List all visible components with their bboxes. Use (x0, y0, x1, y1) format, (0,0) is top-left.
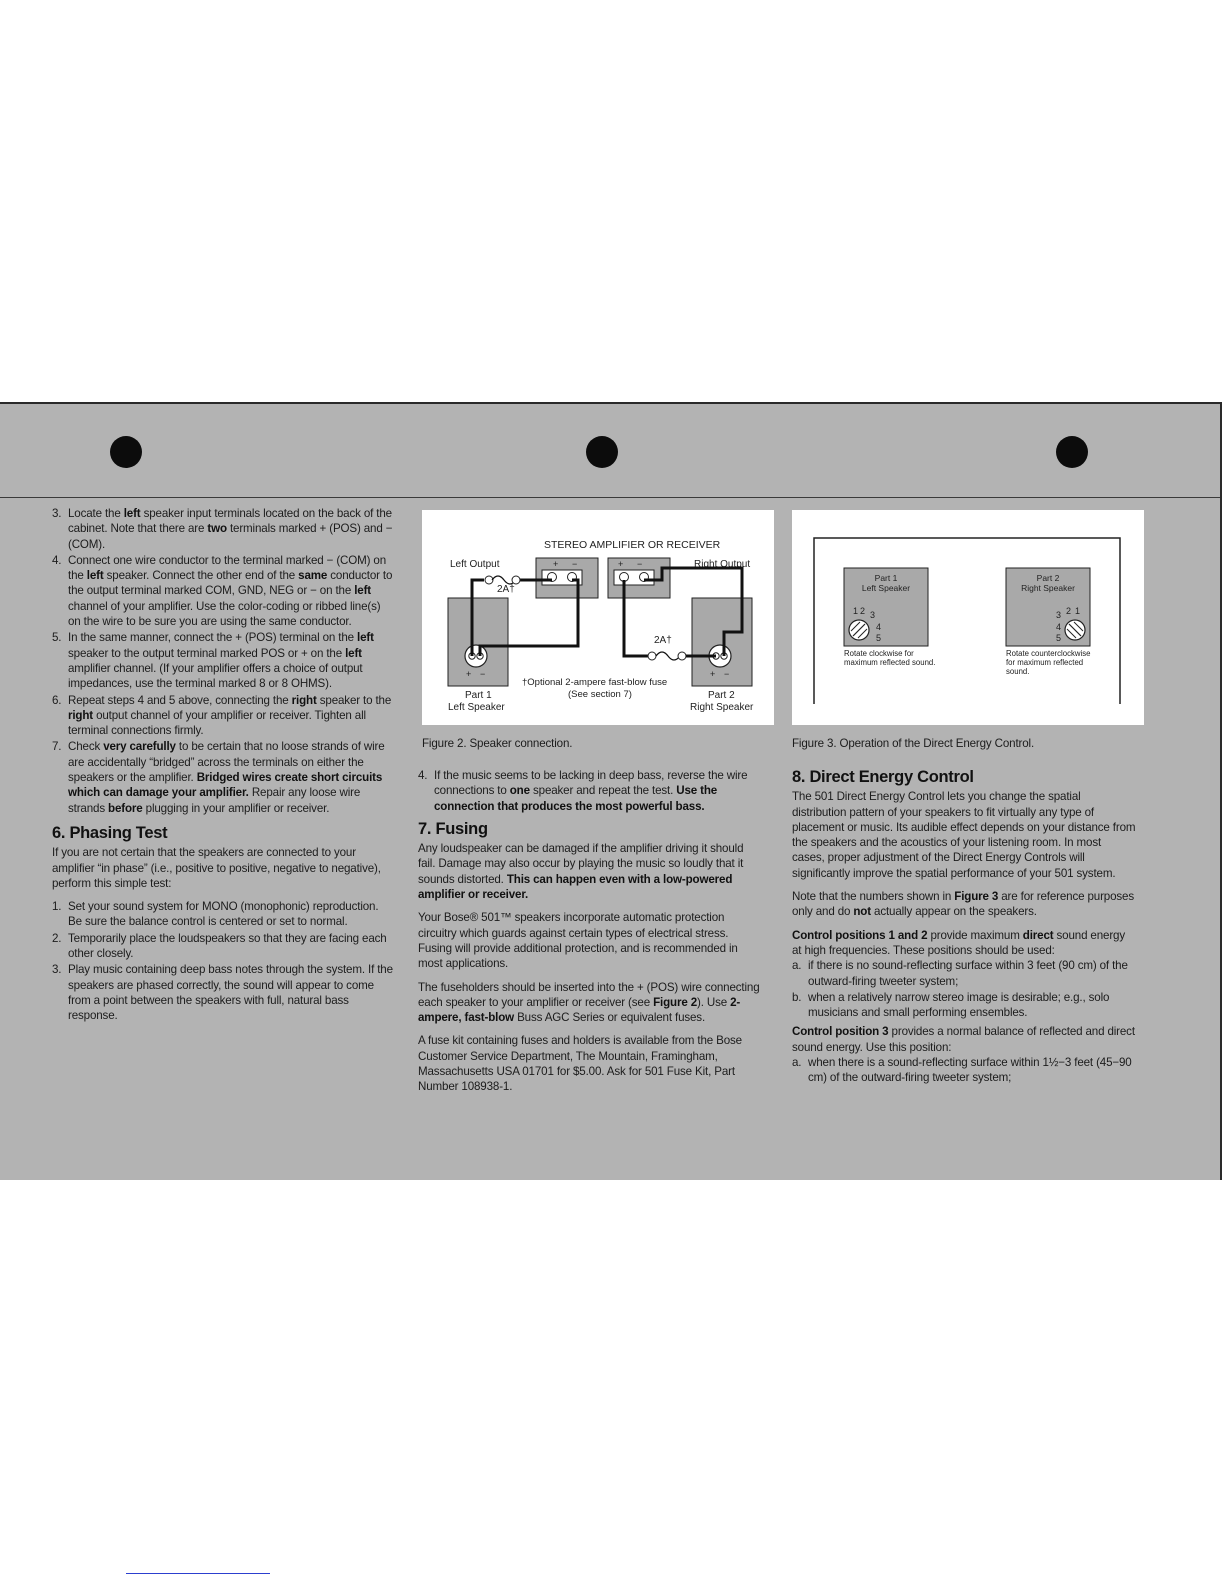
left-fuse-holder (485, 576, 493, 584)
list-item-number: 4. (418, 769, 428, 782)
phasing-steps-list (52, 899, 394, 1023)
right-fuse-holder (648, 652, 656, 660)
dec-paragraph-4: Control position 3 provides a normal balance of reflected and direct sound energy. Use this position: (792, 1025, 1135, 1054)
position-3-list (792, 1055, 1136, 1086)
right-note-line-1: Rotate counterclockwise (1006, 649, 1091, 658)
list-item-text: Set your sound system for MONO (monophonic) reproduction. Be sure the balance control is centered or set to normal. (68, 900, 379, 929)
left-pos-5: 5 (876, 633, 882, 643)
phasing-test-heading: 6. Phasing Test (52, 823, 168, 842)
fuse-footnote-line-2: (See section 7) (568, 689, 632, 700)
list-item-text: Connect one wire conductor to the terminal marked − (COM) on the left speaker. Connect the other end of the same conductor to the output terminal marked COM, GND, NEG or − on the left channel of your amplifier. Use the color-coding or ribbed line(s) on the wire to be sure you are using the same conductor. (68, 553, 393, 629)
left-speaker-label: Left Speaker (448, 702, 505, 713)
list-item-number: 1. (52, 900, 62, 914)
dec-paragraph-2: Note that the numbers shown in Figure 3 are for reference purposes only and do not actually appear on the speakers. (792, 890, 1134, 919)
fusing-paragraph-4: A fuse kit containing fuses and holders is available from the Bose Customer Service Department, The Mountain, Framingham, Massachusetts USA 01701 for $5.00. Ask for 501 Fuse Kit, Part Number 108938-1. (418, 1034, 742, 1094)
right-note-line-2: for maximum reflected (1006, 658, 1084, 667)
list-item-number: 7. (52, 740, 62, 754)
left-pos-3: 3 (870, 610, 876, 620)
right-pos-2: 2 (1066, 606, 1072, 616)
list-item (52, 931, 394, 962)
list-item (418, 768, 760, 814)
column-1 (52, 506, 394, 1025)
left-speaker-minus: − (480, 669, 486, 679)
right-speaker-plus: + (710, 669, 716, 679)
list-item (792, 990, 1136, 1021)
left-note-line-2: maximum reflected sound. (844, 658, 936, 667)
right-pos-5: 5 (1056, 633, 1062, 643)
fig3-left-part: Part 1 (874, 573, 898, 583)
amplifier-title: STEREO AMPLIFIER OR RECEIVER (544, 539, 721, 551)
list-item-text: Play music containing deep bass notes through the system. If the speakers are phased correctly, the sound will appear to come from a point between the speakers with full, natural bass response. (68, 963, 393, 1023)
figure-2-speaker-connection (422, 510, 774, 725)
list-item-text: Temporarily place the loudspeakers so that they are facing each other closely. (68, 931, 387, 961)
binding-strip (0, 404, 1220, 498)
direct-energy-diagram (792, 510, 1144, 725)
figure-3-direct-energy-control (792, 510, 1144, 725)
list-item (52, 630, 394, 691)
column-3 (792, 760, 1136, 1087)
list-item-number: 2. (52, 931, 62, 945)
left-pos-4: 4 (876, 622, 882, 632)
list-item-number: b. (792, 990, 802, 1004)
list-item (52, 899, 394, 930)
left-fuse-label: 2A† (497, 584, 515, 595)
left-output-label: Left Output (450, 559, 500, 570)
list-item (792, 958, 1136, 989)
right-speaker-minus: − (724, 669, 730, 679)
list-item-number: a. (792, 959, 802, 973)
punch-hole-right (1056, 436, 1088, 468)
speaker-connection-diagram (422, 510, 774, 725)
left-pos-2: 2 (860, 606, 866, 616)
right-pos-4: 4 (1056, 622, 1062, 632)
list-item-number: 3. (52, 507, 62, 520)
left-speaker-box (448, 598, 508, 686)
right-pos-3: 3 (1056, 610, 1062, 620)
column-2 (418, 768, 760, 1103)
punch-hole-left (110, 436, 142, 468)
list-item (52, 739, 394, 815)
amp-right-plus: + (618, 559, 624, 569)
list-item-text: If the music seems to be lacking in deep bass, reverse the wire connections to one speaker and repeat the test. Use the connection that produces the most powerful bass. (434, 769, 748, 813)
figure-3-caption: Figure 3. Operation of the Direct Energy Control. (792, 737, 1035, 750)
fusing-paragraph-2: Your Bose® 501™ speakers incorporate automatic protection circuitry which guards against certain types of electrical stress. Fusing will provide additional protection, and is recommended in most applications. (418, 911, 738, 971)
list-item-text: Locate the left speaker input terminals located on the back of the cabinet. Note that there are two terminals marked + (POS) and − (COM). (68, 507, 393, 551)
list-item-number: 3. (52, 963, 62, 977)
list-item-number: 6. (52, 693, 62, 707)
list-item-text: when there is a sound-reflecting surface within 1½−3 feet (45−90 cm) of the outward-firing tweeter system; (808, 1056, 1132, 1085)
left-speaker-plus: + (466, 669, 472, 679)
amp-right-minus: − (637, 559, 643, 569)
fusing-paragraph-1: Any loudspeaker can be damaged if the amplifier driving it should fail. Damage may also occur by playing the music so loudly that it sounds distorted. This can happen even with a low-powered amplifier or receiver. (418, 842, 744, 902)
list-item-text: Repeat steps 4 and 5 above, connecting the right speaker to the right output channel of your amplifier or receiver. Tighten all terminal connections firmly. (68, 693, 392, 738)
fig3-right-part: Part 2 (1036, 573, 1060, 583)
list-item (52, 693, 394, 739)
dec-paragraph-3: Control positions 1 and 2 provide maximum direct sound energy at high frequencies. These positions should be used: (792, 928, 1125, 957)
list-item-number: a. (792, 1056, 802, 1070)
fusing-paragraph-3: The fuseholders should be inserted into the + (POS) wire connecting each speaker to your amplifier or receiver (see Figure 2). Use 2-ampere, fast-blow Buss AGC Series or equivalent fuses. (418, 980, 760, 1025)
phasing-intro: If you are not certain that the speakers are connected to your amplifier “in phase” (i.e., positive to positive, negative to negative), perform this simple test: (52, 846, 381, 890)
fig3-right-speaker: Right Speaker (1021, 583, 1075, 593)
right-part-label: Part 2 (708, 690, 735, 701)
amp-left-minus: − (572, 559, 578, 569)
list-item-text: Check very carefully to be certain that no loose strands of wire are accidentally “bridged” across the terminals on either the speakers or the amplifier. Bridged wires create short circuits which can damage your amplifier. Repair any loose wire strands before plugging in your amplifier or receiver. (68, 740, 385, 815)
right-output-label: Right Output (694, 559, 751, 570)
list-item (52, 553, 394, 629)
left-note-line-1: Rotate clockwise for (844, 649, 914, 658)
right-note-line-3: sound. (1006, 667, 1030, 676)
left-pos-1: 1 (853, 606, 859, 616)
phasing-step-4-list (418, 768, 760, 814)
wiring-steps-list (52, 506, 394, 816)
list-item (792, 1055, 1136, 1086)
list-item-number: 5. (52, 631, 62, 645)
list-item (52, 962, 394, 1023)
right-speaker-label: Right Speaker (690, 702, 754, 713)
left-speaker-terminal (465, 645, 487, 667)
list-item-text: In the same manner, connect the + (POS) terminal on the left speaker to the output terminal marked POS or + on the left amplifier channel. (If your amplifier offers a choice of output impedances, use the terminal marked 8 or 8 OHMS). (68, 631, 374, 691)
list-item (52, 506, 394, 552)
list-item-text: if there is no sound-reflecting surface within 3 feet (90 cm) of the outward-firing tweeter system; (808, 959, 1128, 988)
left-part-label: Part 1 (465, 690, 492, 701)
right-fuse-label: 2A† (654, 635, 672, 646)
right-pos-1: 1 (1075, 606, 1081, 616)
figure-2-caption: Figure 2. Speaker connection. (422, 737, 573, 750)
fusing-heading: 7. Fusing (418, 819, 488, 838)
list-item-number: 4. (52, 553, 62, 567)
direct-energy-heading: 8. Direct Energy Control (792, 768, 974, 786)
fig3-left-speaker: Left Speaker (861, 583, 911, 593)
amp-left-plus: + (553, 559, 559, 569)
positions-1-2-list (792, 958, 1136, 1020)
footer-link-underline (126, 1573, 270, 1574)
punch-hole-center (586, 436, 618, 468)
list-item-text: when a relatively narrow stereo image is desirable; e.g., solo musicians and small performing ensembles. (808, 990, 1110, 1020)
fuse-footnote-line-1: †Optional 2-ampere fast-blow fuse (522, 677, 668, 688)
manual-page-panel (0, 402, 1222, 1180)
dec-paragraph-1: The 501 Direct Energy Control lets you change the spatial distribution pattern of your speakers to fit virtually any type of placement or music. Its audible effect depends on your distance from the speakers and the acoustics of your listening room. In most cases, proper adjustment of the Direct Energy Controls will significantly improve the spatial performance of your 501 system. (792, 790, 1136, 880)
